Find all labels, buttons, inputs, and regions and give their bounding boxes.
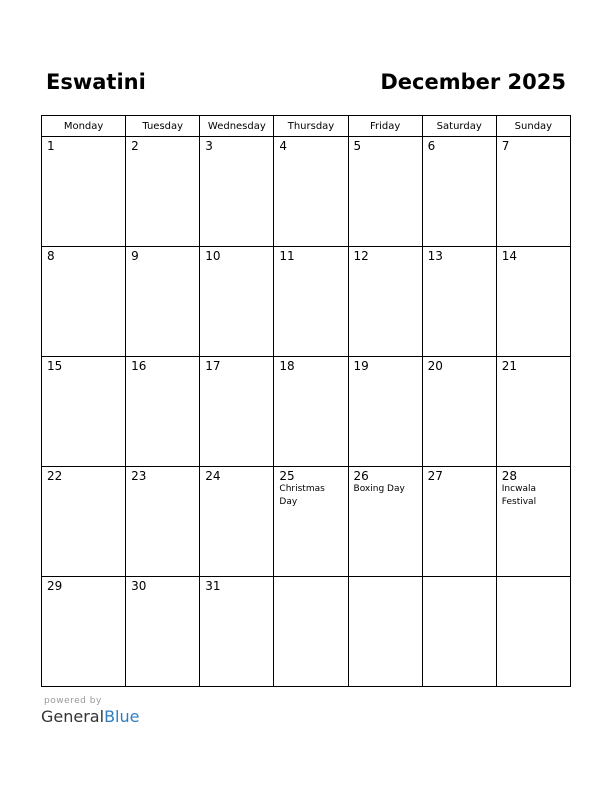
calendar-header — [46, 70, 566, 100]
brand-blue-text: Blue — [104, 707, 140, 726]
day-cell — [496, 467, 570, 577]
weekday-sunday: Sunday — [496, 116, 570, 137]
day-number — [349, 577, 422, 579]
weekday-monday: Monday — [42, 116, 126, 137]
brand-general-text: General — [41, 707, 105, 726]
day-cell — [126, 137, 200, 247]
day-cell — [348, 357, 422, 467]
day-number: 19 — [353, 359, 369, 373]
day-number: 21 — [501, 359, 518, 373]
day-cell — [200, 467, 274, 577]
holiday-label: Incwala Festival — [501, 484, 537, 507]
day-number: 11 — [279, 249, 295, 263]
day-cell — [422, 357, 496, 467]
day-cell — [274, 247, 348, 357]
week-row — [42, 357, 571, 467]
weekday-header-row — [42, 116, 571, 137]
day-number: 9 — [131, 249, 139, 263]
day-number: 24 — [205, 469, 221, 483]
day-cell — [348, 577, 422, 687]
day-cell — [348, 247, 422, 357]
day-number: 12 — [353, 249, 369, 263]
day-number: 10 — [205, 249, 221, 263]
day-number: 17 — [205, 359, 221, 373]
day-cell — [422, 467, 496, 577]
week-row — [42, 137, 571, 247]
day-number — [423, 577, 496, 579]
calendar-body — [42, 137, 571, 687]
holiday-label: Boxing Day — [353, 484, 405, 494]
weekday-wednesday: Wednesday — [200, 116, 274, 137]
day-cell — [422, 577, 496, 687]
day-number: 23 — [131, 469, 147, 483]
day-cell — [422, 247, 496, 357]
week-row — [42, 247, 571, 357]
day-number: 16 — [131, 359, 147, 373]
day-cell — [496, 357, 570, 467]
day-cell — [348, 467, 422, 577]
powered-by-text: powered by — [44, 696, 102, 706]
week-row — [42, 467, 571, 577]
day-number: 6 — [427, 139, 436, 153]
day-number: 25 — [279, 469, 295, 483]
day-number: 30 — [131, 579, 147, 593]
day-cell — [126, 247, 200, 357]
day-cell — [200, 137, 274, 247]
day-cell — [274, 357, 348, 467]
weekday-tuesday: Tuesday — [126, 116, 200, 137]
day-cell — [496, 137, 570, 247]
day-number: 8 — [47, 249, 55, 263]
day-number: 22 — [47, 469, 63, 483]
day-number: 2 — [131, 139, 139, 153]
day-number: 13 — [427, 249, 443, 263]
day-number: 15 — [47, 359, 63, 373]
day-cell — [200, 357, 274, 467]
day-number: 3 — [205, 139, 213, 153]
day-number: 29 — [47, 579, 63, 593]
calendar-grid — [41, 115, 571, 687]
week-row — [42, 577, 571, 687]
day-cell — [274, 577, 348, 687]
day-number: 18 — [279, 359, 295, 373]
day-number — [274, 577, 347, 579]
day-cell — [274, 137, 348, 247]
day-number: 27 — [427, 469, 443, 483]
day-number: 7 — [501, 139, 510, 153]
day-cell — [348, 137, 422, 247]
day-cell — [496, 577, 570, 687]
day-cell — [200, 577, 274, 687]
day-cell — [42, 577, 126, 687]
day-cell — [274, 467, 348, 577]
day-number: 5 — [353, 139, 362, 153]
day-number: 14 — [501, 249, 518, 263]
month-title: December 2025 — [380, 70, 566, 94]
day-cell — [126, 577, 200, 687]
day-cell — [422, 137, 496, 247]
country-title: Eswatini — [46, 70, 146, 94]
day-cell — [126, 357, 200, 467]
day-number: 4 — [279, 139, 288, 153]
day-number: 31 — [205, 579, 221, 593]
day-cell — [42, 247, 126, 357]
day-cell — [126, 467, 200, 577]
day-cell — [42, 357, 126, 467]
day-number: 20 — [427, 359, 443, 373]
holiday-label: Christmas Day — [279, 484, 325, 507]
day-number — [497, 577, 570, 579]
day-cell — [42, 467, 126, 577]
day-cell — [200, 247, 274, 357]
day-cell — [496, 247, 570, 357]
day-number: 1 — [47, 139, 55, 153]
day-number: 26 — [353, 469, 369, 483]
weekday-friday: Friday — [348, 116, 422, 137]
day-cell — [42, 137, 126, 247]
weekday-thursday: Thursday — [274, 116, 348, 137]
footer-branding — [41, 696, 139, 726]
brand-logo — [41, 707, 139, 726]
weekday-saturday: Saturday — [422, 116, 496, 137]
day-number: 28 — [501, 469, 518, 483]
